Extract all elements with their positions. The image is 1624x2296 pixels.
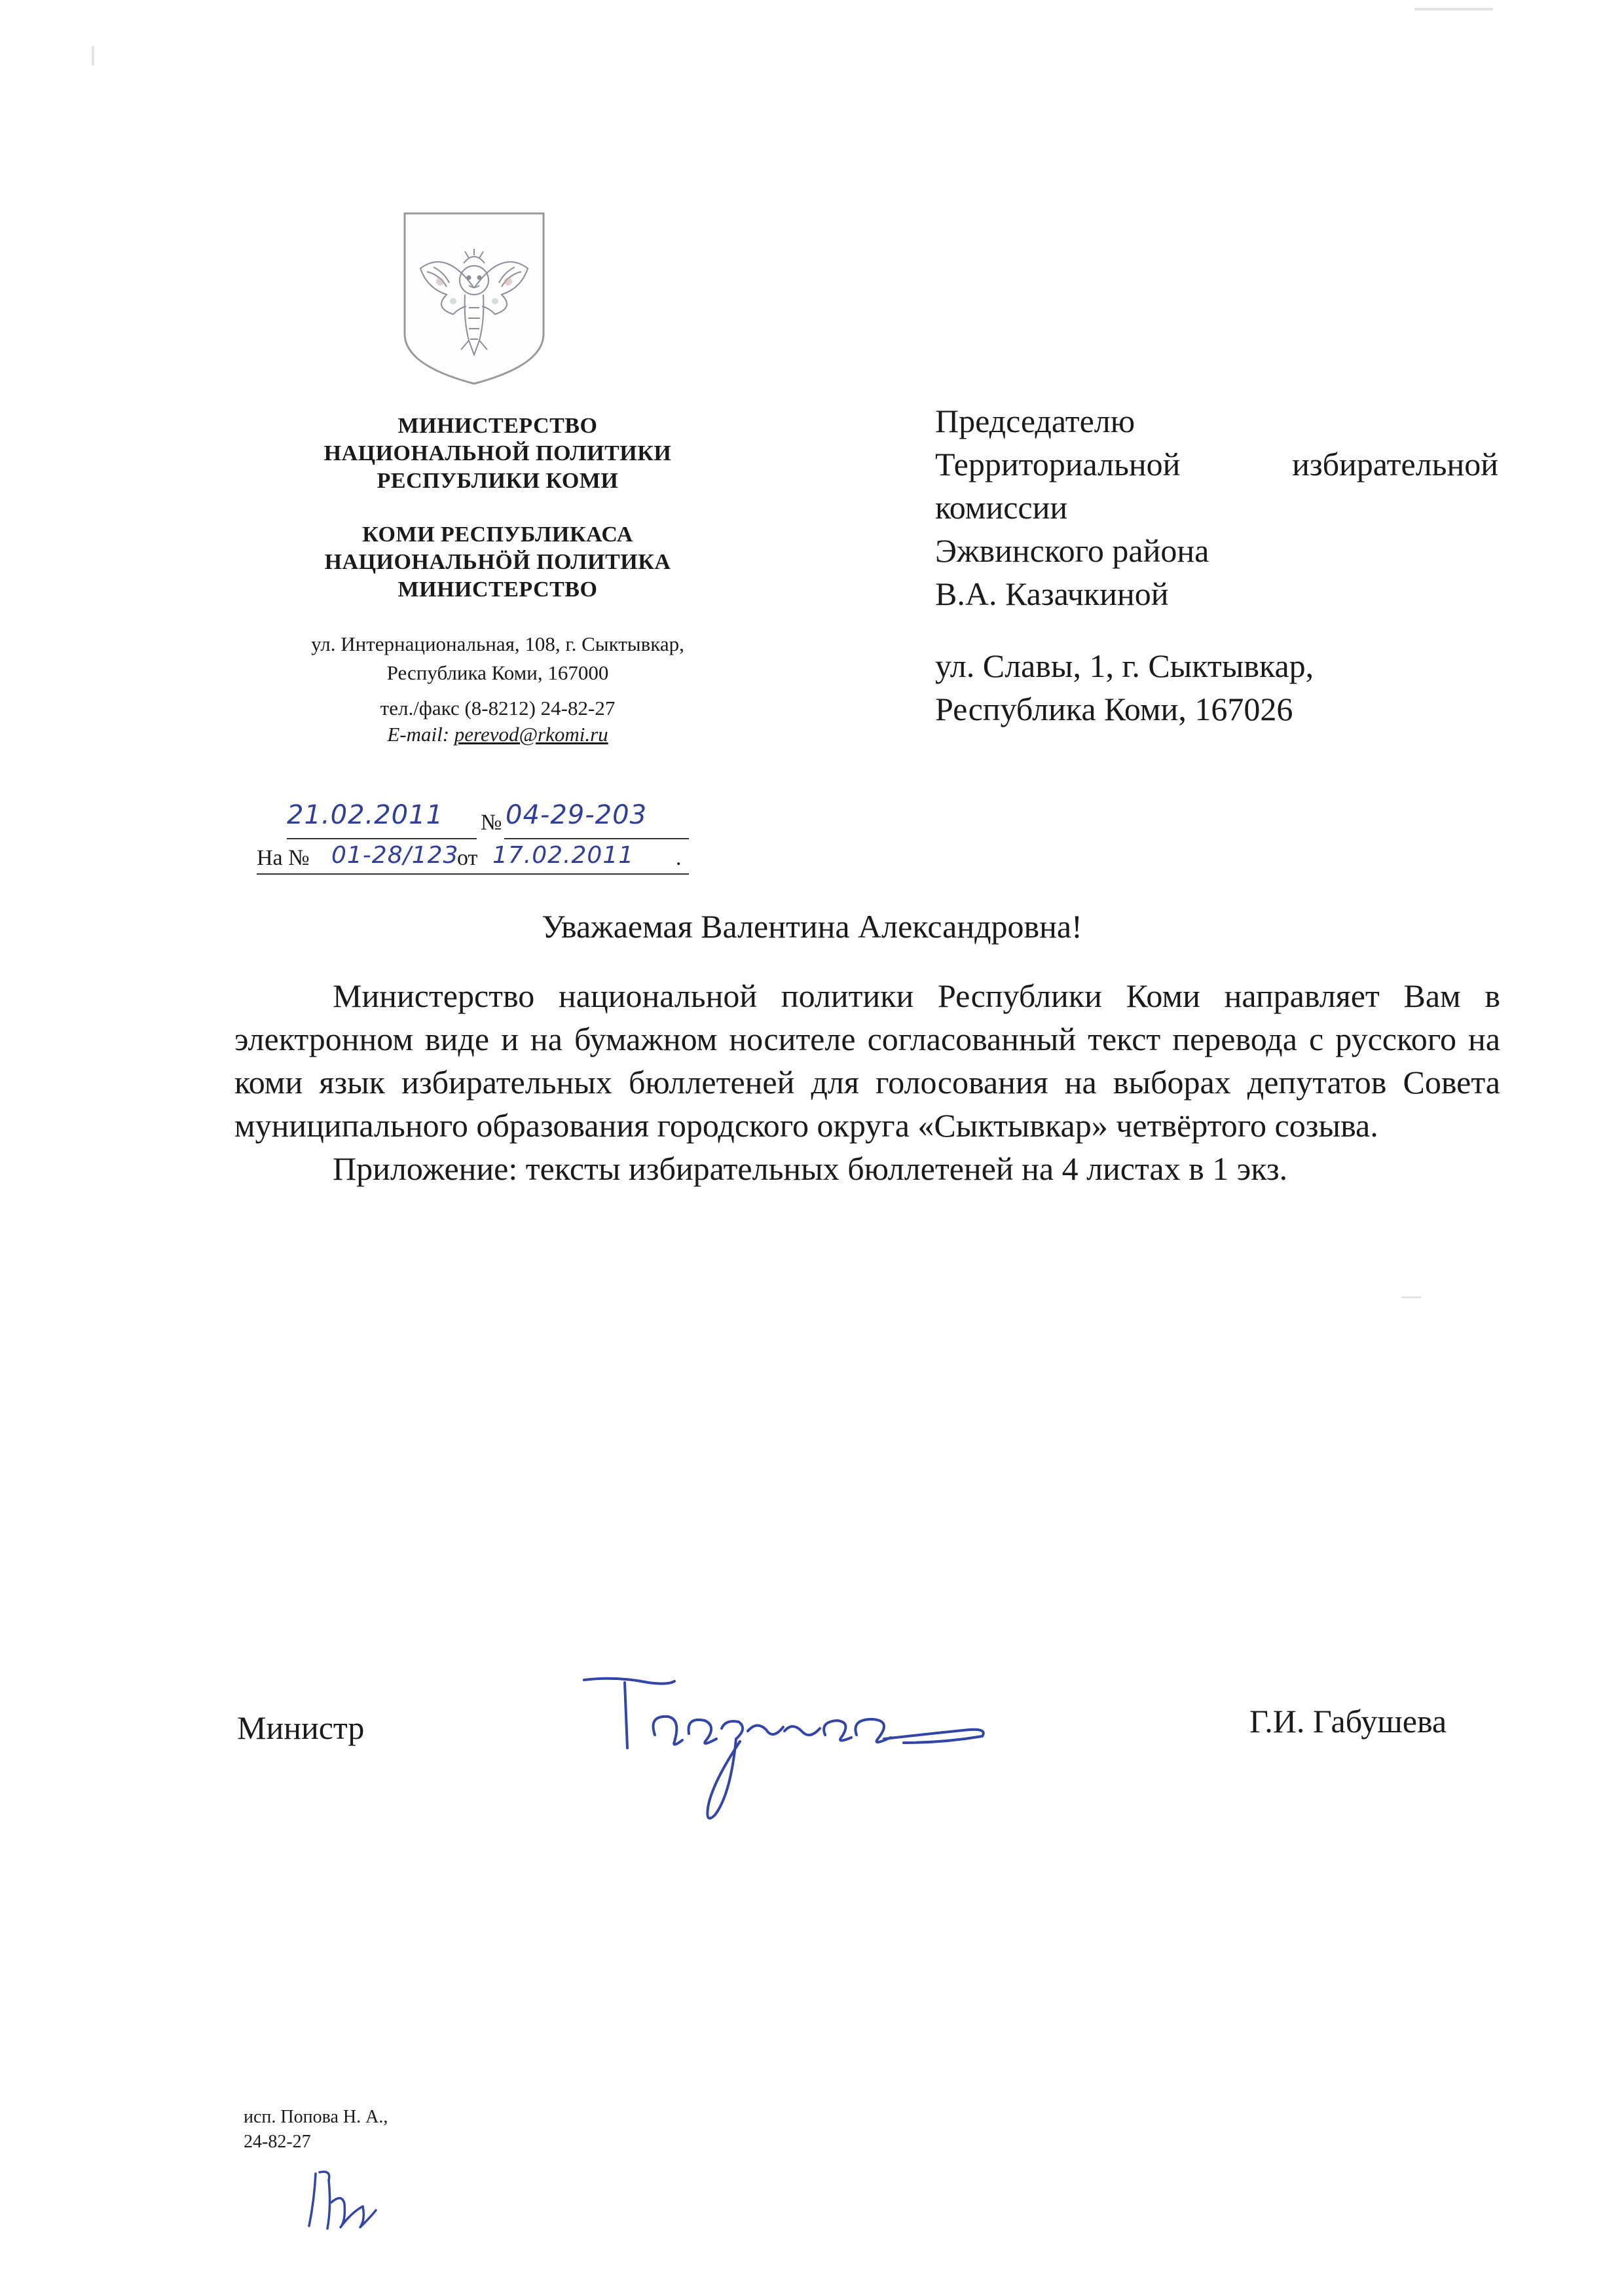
executor-name: исп. Попова Н. А., [244,2107,388,2127]
addressee-district: Эжвинского района [935,532,1209,569]
registration-date: 21.02.2011 [287,800,444,830]
coat-of-arms-emblem [401,210,547,388]
addressee-org-word: Территориальной [935,446,1181,483]
org-line: РЕСПУБЛИКИ КОМИ [377,469,619,493]
address-line: ул. Интернациональная, 108, г. Сыктывкар, [311,632,684,655]
signatory-title: Министр [237,1709,365,1746]
phone-fax: тел./факс (8-8212) 24-82-27 [380,697,616,720]
reference-end: . [676,846,682,870]
handwritten-initials [303,2160,381,2239]
reference-number-field [331,842,458,869]
attachment-note: Приложение: тексты избирательных бюллетеней на 4 листах в 1 экз. [333,1150,1288,1187]
letter-body [234,974,1500,1190]
registration-number-label: № [481,811,502,835]
reference-prefix: На № [257,846,310,870]
addressee-block [935,399,1498,731]
addressee-title: Председателю [935,403,1135,439]
registration-number: 04-29-203 [506,800,648,830]
body-paragraph: Министерство национальной политики Республики Коми направляет Вам в электронном виде и на бумажном носителе согласованный текст перевода с русского на коми язык избирательных бюллетеней для голосования на выборах депутатов Совета муниципального образования городского округа «Сыктывкар» четвёртого созыва. [234,977,1500,1144]
addressee-address-line: Республика Коми, 167026 [935,691,1293,727]
registration-date-field [287,800,443,830]
reference-date: 17.02.2011 [492,842,635,869]
org-line: МИНИСТЕРСТВО [397,414,598,438]
reference-number: 01-28/123 [331,842,459,869]
salutation: Уважаемая Валентина Александровна! [542,908,1082,945]
email-label: E-mail: [387,723,450,746]
org-line: НАЦИОНАЛЬНÖЙ ПОЛИТИКА [324,550,671,574]
ministry-name-russian [196,412,799,495]
email-line [196,721,799,748]
org-line: МИНИСТЕРСТВО [397,577,598,602]
org-line: КОМИ РЕСПУБЛИКАСА [362,522,633,547]
addressee-address-line: ул. Славы, 1, г. Сыктывкар, [935,647,1314,684]
reference-from-label: от [457,846,478,870]
addressee-name: В.А. Казачкиной [935,575,1169,612]
addressee-org-word: избирательной [1292,446,1498,483]
letterhead [196,412,799,748]
address-line: Республика Коми, 167000 [386,661,609,684]
handwritten-signature [576,1656,1008,1833]
addressee-org-line: комиссии [935,489,1068,526]
addressee-org-line [935,443,1498,486]
signatory-name: Г.И. Габушева [1249,1703,1447,1740]
executor-phone: 24-82-27 [244,2132,311,2152]
email-link[interactable]: perevod@rkomi.ru [454,723,608,746]
ministry-address [196,630,799,687]
executor-note [244,2105,388,2155]
registration-number-field [506,800,647,830]
ministry-name-komi [196,521,799,604]
reference-date-field [492,842,634,869]
org-line: НАЦИОНАЛЬНОЙ ПОЛИТИКИ [323,441,672,465]
